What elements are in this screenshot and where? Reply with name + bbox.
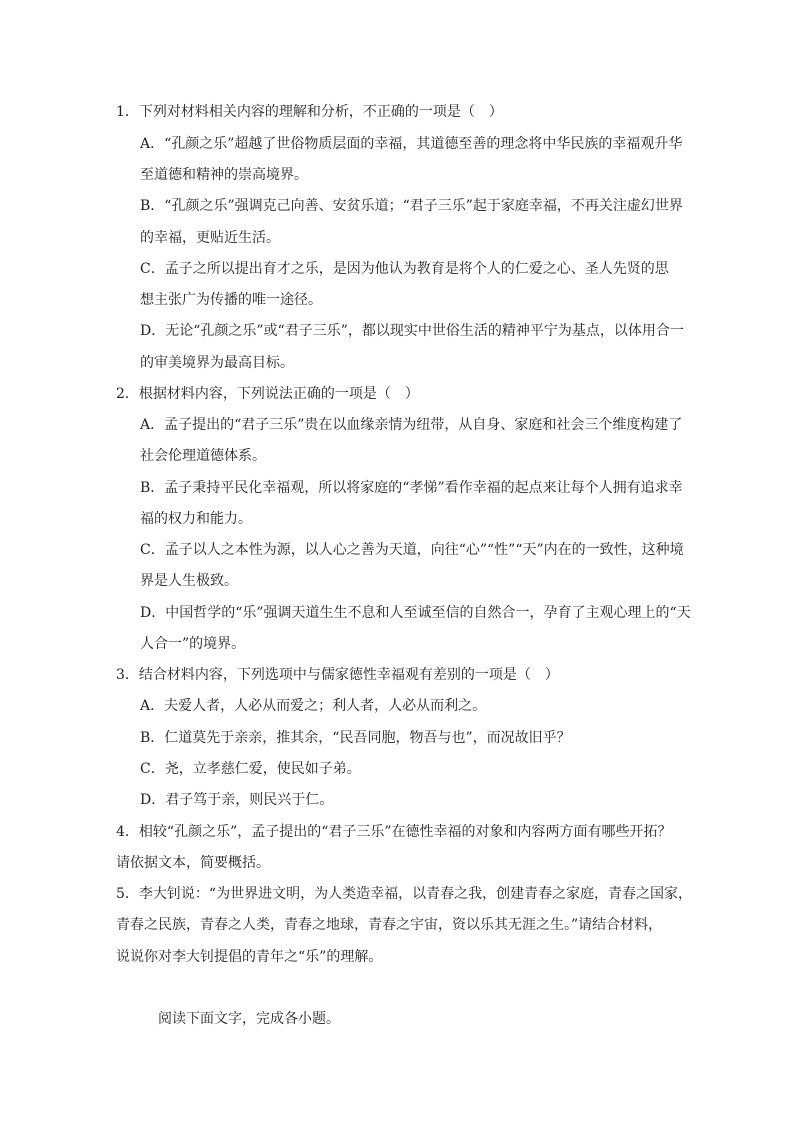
question-3-option-d: D．君子笃于亲，则民兴于仁。 (140, 792, 334, 808)
question-2-option-c: C．孟子以人之本性为源，以人心之善为天道，向往“心”“性”“天”内在的一致性，这种境 (140, 542, 684, 558)
question-2-option-b-cont: 福的权力和能力。 (140, 511, 252, 527)
question-2-option-b: B．孟子秉持平民化幸福观，所以将家庭的“孝悌”看作幸福的起点来让每个人拥有追求幸 (140, 480, 683, 496)
question-1-option-c: C．孟子之所以提出育才之乐，是因为他认为教育是将个人的仁爱之心、圣人先贤的思 (140, 261, 669, 277)
question-2-option-c-cont: 界是人生极致。 (140, 573, 238, 589)
question-2-option-a: A．孟子提出的“君子三乐”贵在以血缘亲情为纽带，从自身、家庭和社会三个维度构建了 (140, 417, 683, 433)
question-1-option-a: A．“孔颜之乐”超越了世俗物质层面的幸福，其道德至善的理念将中华民族的幸福观升华 (140, 136, 683, 152)
question-1-stem: 1．下列对材料相关内容的理解和分析，不正确的一项是（ ） (116, 104, 503, 120)
question-5-stem: 5．李大钊说：“为世界进文明，为人类造幸福，以青春之我，创建青春之家庭，青春之国家， (116, 886, 693, 902)
question-1-option-b-cont: 的幸福，更贴近生活。 (140, 230, 280, 246)
question-4-stem: 4．相较“孔颜之乐”，孟子提出的“君子三乐”在德性幸福的对象和内容两方面有哪些开拓？ (116, 824, 672, 840)
question-2-option-a-cont: 社会伦理道德体系。 (140, 448, 266, 464)
question-5-stem-cont-2: 说说你对李大钊提倡的青年之“乐”的理解。 (116, 949, 383, 965)
reading-instruction: 阅读下面文字，完成各小题。 (158, 1011, 340, 1027)
question-3-option-c: C．尧，立孝慈仁爱，使民如子弟。 (140, 761, 361, 777)
question-3-stem: 3．结合材料内容，下列选项中与儒家德性幸福观有差别的一项是（ ） (116, 667, 559, 683)
question-2-stem: 2．根据材料内容，下列说法正确的一项是（ ） (116, 386, 419, 402)
question-1-option-d-cont: 的审美境界为最高目标。 (140, 355, 294, 371)
question-2-option-d: D．中国哲学的“乐”强调天道生生不息和人至诚至信的自然合一，孕育了主观心理上的“天 (140, 605, 691, 621)
question-3-option-a: A．夫爱人者，人必从而爱之；利人者，人必从而利之。 (140, 698, 487, 714)
question-1-option-c-cont: 想主张广为传播的唯一途径。 (140, 292, 322, 308)
question-2-option-d-cont: 人合一”的境界。 (140, 636, 246, 652)
question-4-stem-cont: 请依据文本，简要概括。 (116, 855, 270, 871)
question-5-stem-cont-1: 青春之民族，青春之人类，青春之地球，青春之宇宙，资以乐其无涯之生。”请结合材料， (116, 917, 663, 933)
question-1-option-a-cont: 至道德和精神的崇高境界。 (140, 167, 308, 183)
question-3-option-b: B．仁道莫先于亲亲，推其余，“民吾同胞，物吾与也”，而况故旧乎？ (140, 730, 571, 746)
question-1-option-d: D．无论“孔颜之乐”或“君子三乐”，都以现实中世俗生活的精神平宁为基点，以体用合一 (140, 323, 684, 339)
question-1-option-b: B．“孔颜之乐”强调克己向善、安贫乐道；“君子三乐”起于家庭幸福，不再关注虚幻世界 (140, 198, 683, 214)
